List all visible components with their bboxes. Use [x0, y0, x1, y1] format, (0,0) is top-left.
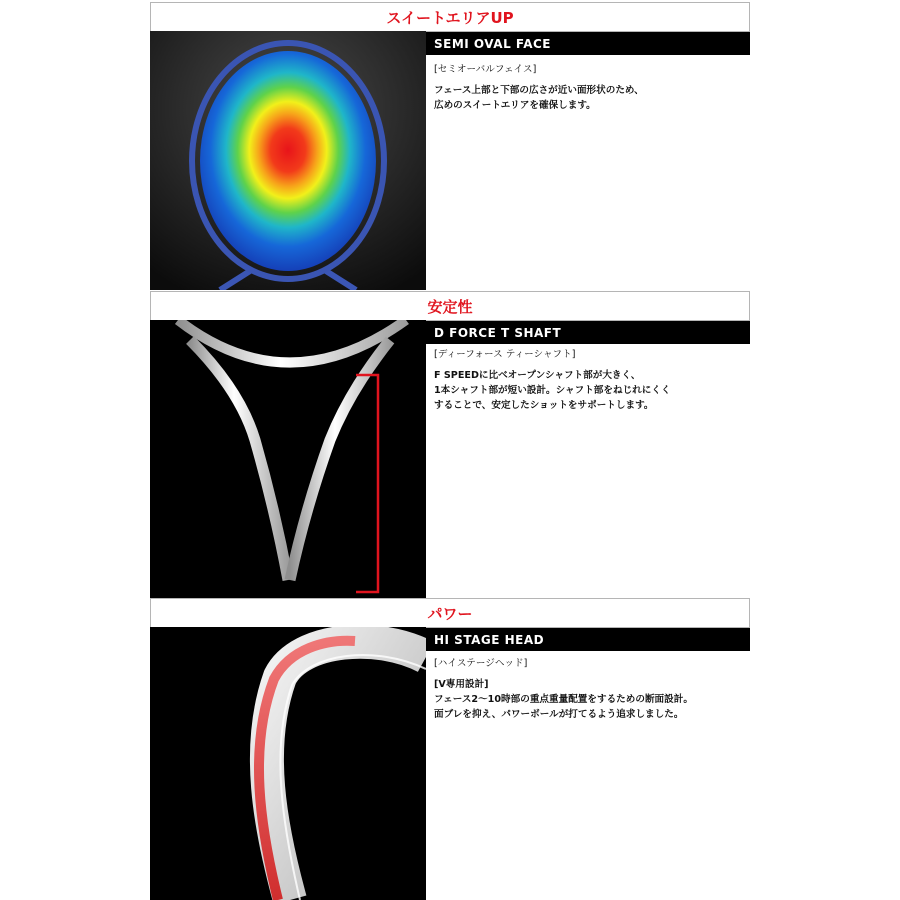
section-header-stability: 安定性	[150, 291, 750, 321]
feature-sheet	[150, 0, 750, 900]
description-line: フェース上部と下部の広さが近い面形状のため、	[434, 85, 644, 96]
section-power	[150, 627, 750, 900]
description-line: F SPEEDに比べオープンシャフト部が大きく、	[434, 370, 641, 381]
feature-kana: [ハイステージヘッド]	[434, 658, 528, 669]
feature-title-semi-oval-face: SEMI OVAL FACE	[426, 32, 750, 55]
section-stability	[150, 320, 750, 598]
description-line: 面ブレを抑え、パワーボールが打てるよう追求しました。	[434, 709, 684, 720]
racket-face-heatmap-image	[150, 31, 426, 290]
feature-description-3	[434, 656, 744, 722]
description-line: [V専用設計]	[434, 679, 489, 690]
description-line: 1本シャフト部が短い設計。シャフト部をねじれにくく	[434, 385, 671, 396]
racket-head-cross-section-image	[150, 627, 426, 900]
feature-title-d-force-t-shaft: D FORCE T SHAFT	[426, 321, 750, 344]
section-sweet-area	[150, 31, 750, 290]
description-line: 広めのスイートエリアを確保します。	[434, 100, 596, 111]
description-line: することで、安定したショットをサポートします。	[434, 400, 654, 411]
feature-description-2	[434, 347, 744, 413]
section-header-sweet-area: スイートエリアUP	[150, 2, 750, 32]
feature-kana: [セミオーバルフェイス]	[434, 64, 537, 75]
description-line: フェース2～10時部の重点重量配置をするための断面設計。	[434, 694, 693, 705]
feature-title-hi-stage-head: HI STAGE HEAD	[426, 628, 750, 651]
racket-shaft-image	[150, 320, 426, 598]
section-header-power: パワー	[150, 598, 750, 628]
feature-description-1	[434, 62, 744, 113]
feature-kana: [ディーフォース ティーシャフト]	[434, 349, 576, 360]
